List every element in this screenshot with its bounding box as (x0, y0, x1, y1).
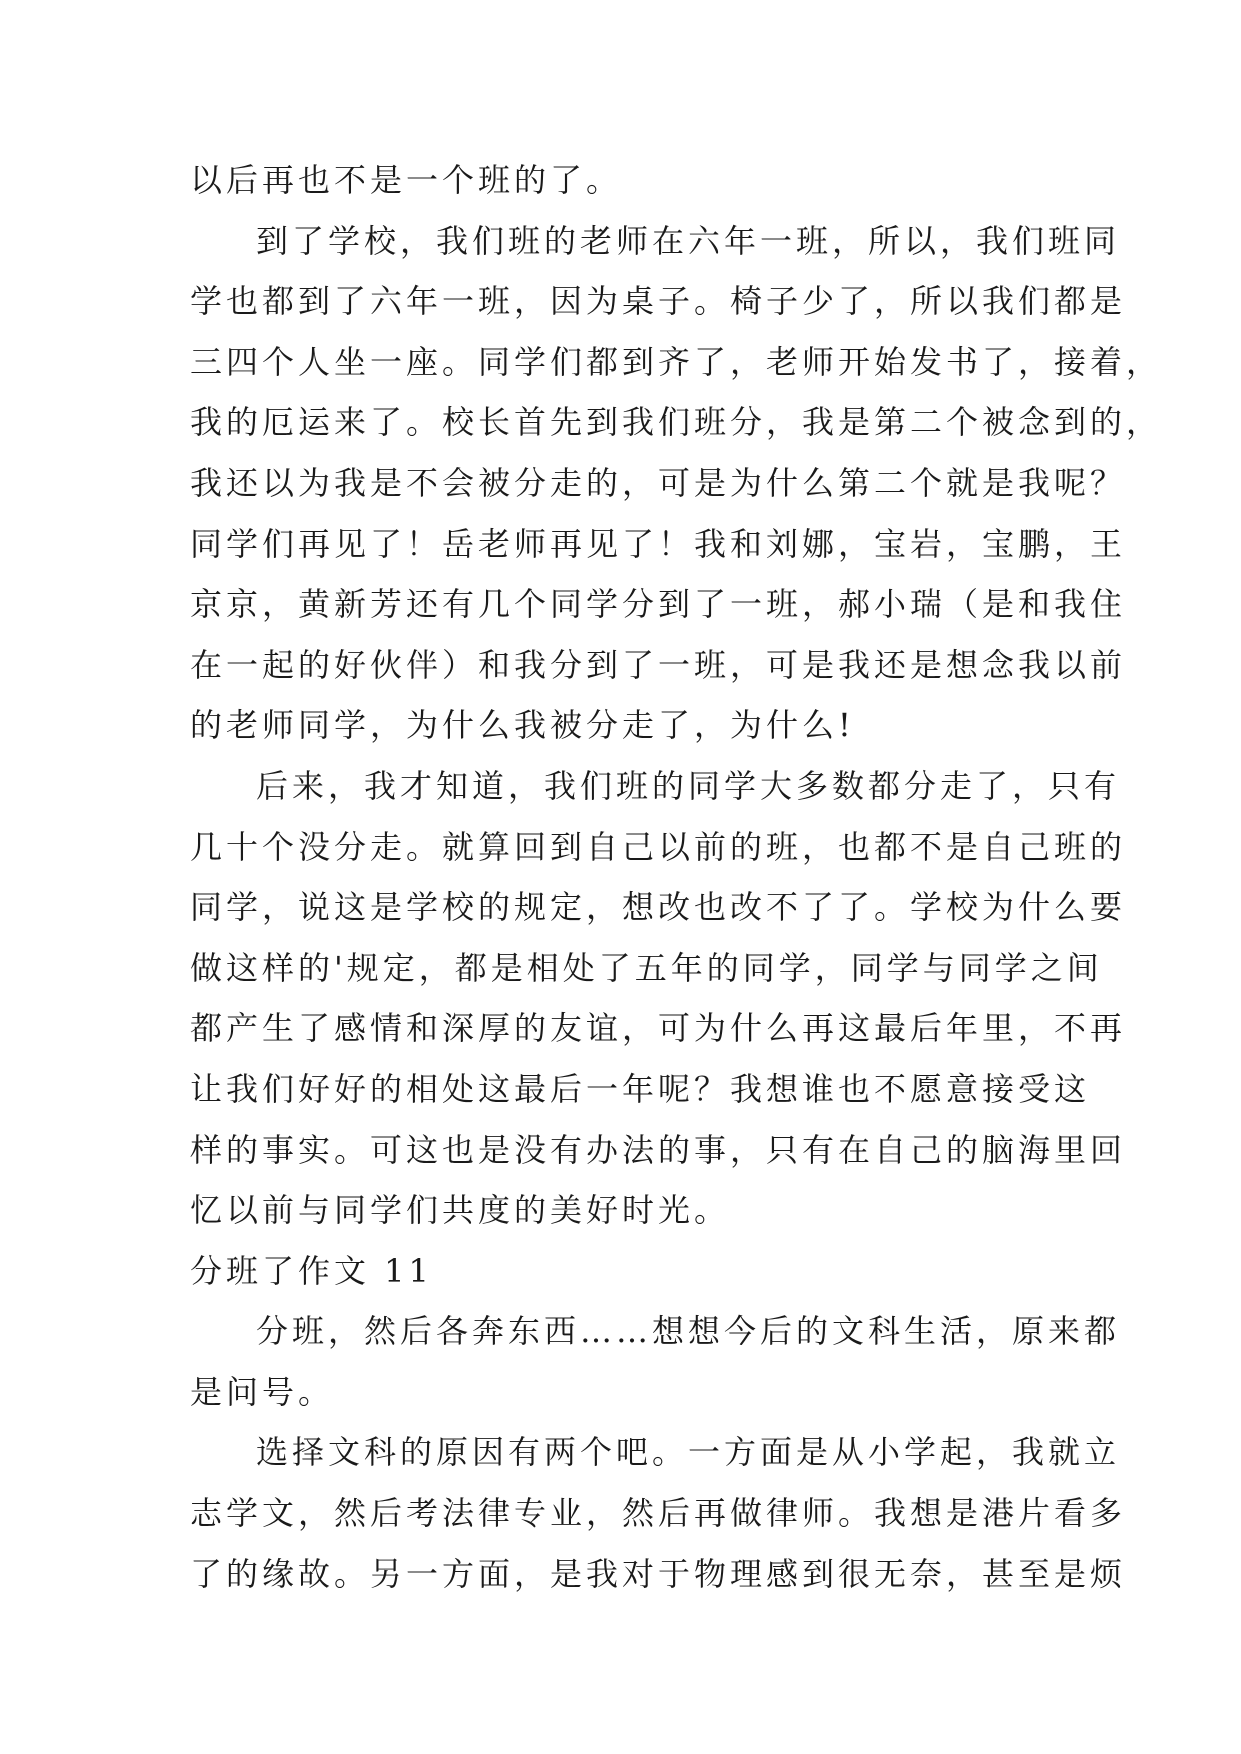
text-line: 同学，说这是学校的规定，想改也改不了了。学校为什么要 (190, 888, 1127, 927)
text-line: 在一起的好伙伴）和我分到了一班，可是我还是想念我以前 (190, 645, 1127, 684)
document-body (190, 150, 1163, 1604)
text-line: 都产生了感情和深厚的友谊，可为什么再这最后年里，不再 (190, 1009, 1127, 1048)
paragraph-start-line: 分班，然后各奔东西……想想今后的文科生活，原来都 (256, 1312, 1121, 1351)
text-line: 样的事实。可这也是没有办法的事，只有在自己的脑海里回 (190, 1130, 1127, 1169)
text-line: 我的厄运来了。校长首先到我们班分，我是第二个被念到的， (190, 403, 1163, 442)
paragraph-start-line: 到了学校，我们班的老师在六年一班，所以，我们班同 (256, 221, 1121, 260)
text-line: 是问号。 (190, 1372, 335, 1411)
text-line: 忆以前与同学们共度的美好时光。 (190, 1191, 731, 1230)
text-line: 的老师同学，为什么我被分走了，为什么! (190, 706, 855, 745)
text-line: 同学们再见了！岳老师再见了！我和刘娜，宝岩，宝鹏，王 (190, 524, 1127, 563)
section-heading: 分班了作文 11 (190, 1251, 433, 1290)
paragraph-start-line: 后来，我才知道，我们班的同学大多数都分走了，只有 (256, 766, 1121, 805)
text-line: 以后再也不是一个班的了。 (190, 161, 623, 199)
text-line: 志学文，然后考法律专业，然后再做律师。我想是港片看多 (190, 1494, 1127, 1533)
paragraph-start-line: 选择文科的原因有两个吧。一方面是从小学起，我就立 (256, 1433, 1121, 1472)
text-line: 三四个人坐一座。同学们都到齐了，老师开始发书了，接着， (190, 342, 1163, 381)
text-line: 了的缘故。另一方面，是我对于物理感到很无奈，甚至是烦 (190, 1554, 1127, 1593)
text-line: 几十个没分走。就算回到自己以前的班，也都不是自己班的 (190, 827, 1127, 866)
text-line: 我还以为我是不会被分走的，可是为什么第二个就是我呢？ (190, 463, 1127, 502)
text-line: 学也都到了六年一班，因为桌子。椅子少了，所以我们都是 (190, 282, 1127, 321)
text-line: 京京，黄新芳还有几个同学分到了一班，郝小瑞（是和我住 (190, 585, 1127, 624)
text-line: 让我们好好的相处这最后一年呢？我想谁也不愿意接受这 (190, 1069, 1091, 1108)
text-line: 做这样的'规定，都是相处了五年的同学，同学与同学之间 (190, 948, 1103, 987)
